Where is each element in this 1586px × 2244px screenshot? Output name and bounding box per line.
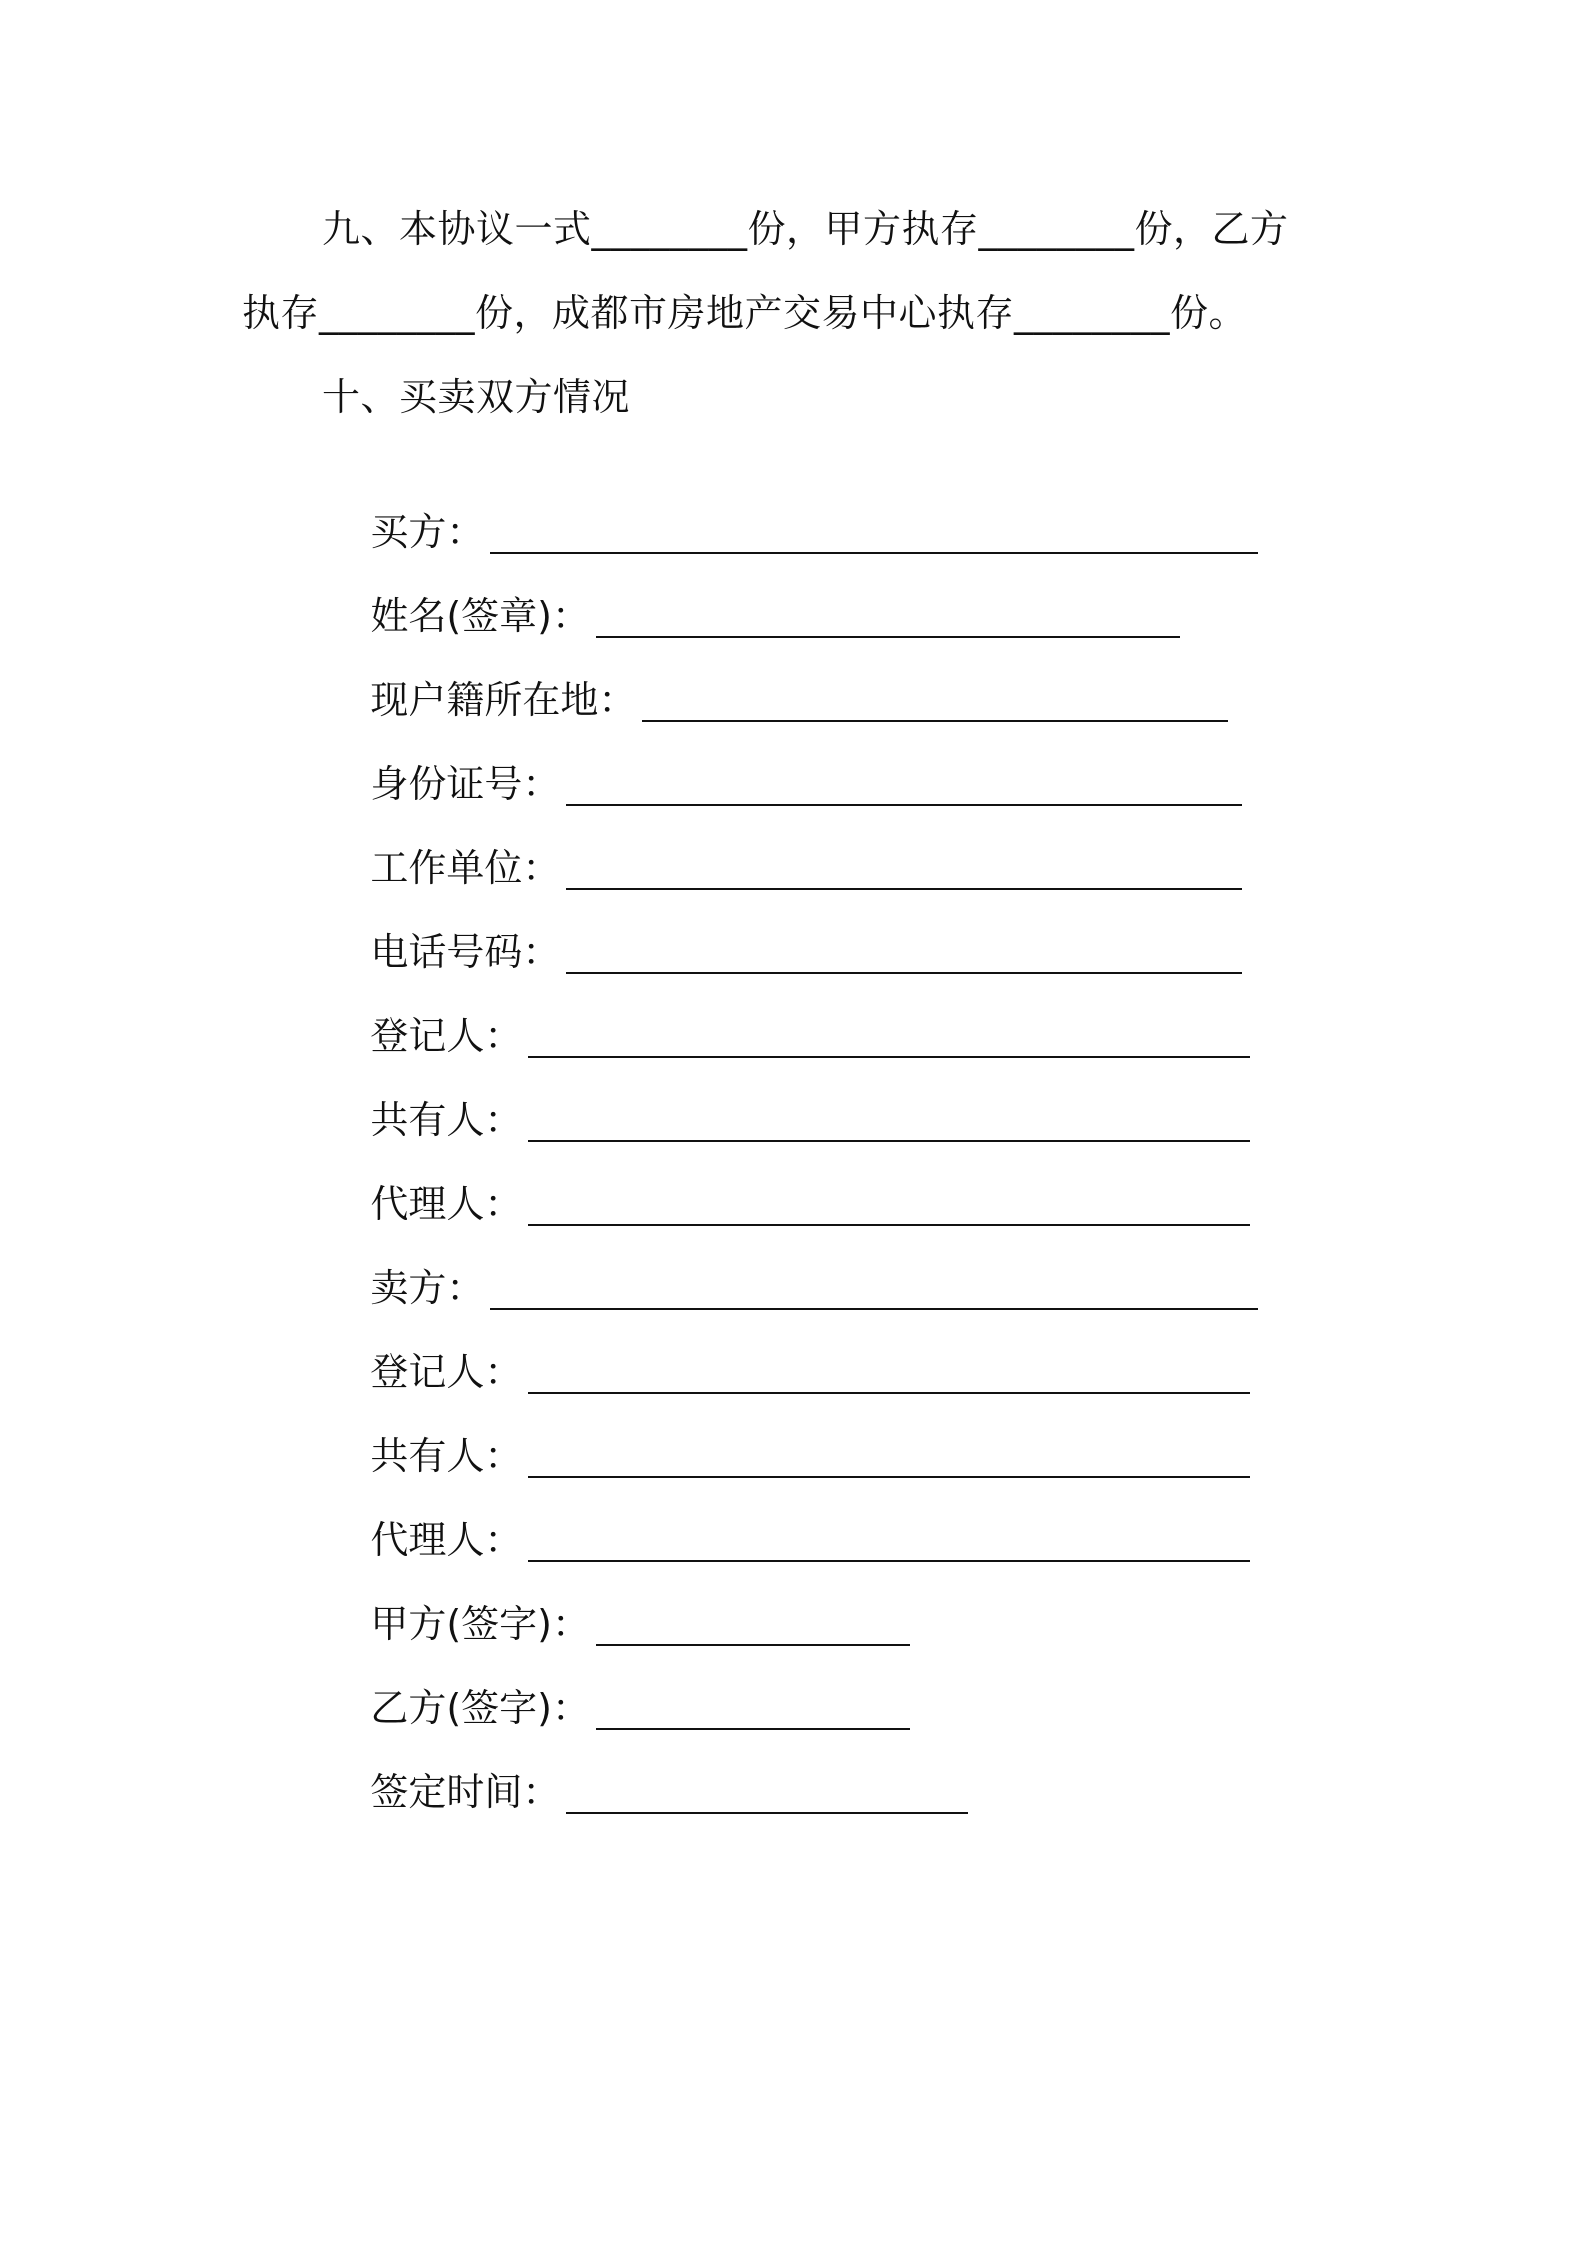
household-address-field (322, 628, 1228, 722)
name-seal-field (322, 544, 1180, 638)
party-a-sign-label: 甲方(签字)： (370, 1602, 590, 1646)
seller-field (322, 1216, 1258, 1310)
buyer-field (322, 460, 1258, 554)
signing-date-label: 签定时间： (370, 1770, 561, 1814)
agent-field (322, 1132, 1250, 1226)
seller-co-owner-label: 共有人： (370, 1434, 523, 1478)
phone-field (322, 880, 1242, 974)
seller-registrant-field (322, 1300, 1250, 1394)
co-owner-field (322, 1048, 1250, 1142)
signing-date-blank[interactable] (566, 1768, 968, 1814)
clause-9-line-2: 执存________份，成都市房地产交易中心执存________份。 (242, 291, 1248, 335)
phone-label: 电话号码： (370, 930, 561, 974)
seller-co-owner-field (322, 1384, 1250, 1478)
seller-label: 卖方： (370, 1266, 485, 1310)
party-a-sign-field (322, 1552, 910, 1646)
employer-label: 工作单位： (370, 846, 561, 890)
name-seal-label: 姓名(签章)： (370, 594, 590, 638)
id-number-field (322, 712, 1242, 806)
seller-registrant-label: 登记人： (370, 1350, 523, 1394)
clause-9-line-1: 九、本协议一式________份，甲方执存________份，乙方 (322, 207, 1289, 251)
seller-agent-label: 代理人： (370, 1518, 523, 1562)
signing-date-field (322, 1720, 968, 1814)
buyer-label: 买方： (370, 510, 485, 554)
agent-label: 代理人： (370, 1182, 523, 1226)
seller-agent-field (322, 1468, 1250, 1562)
household-address-label: 现户籍所在地： (370, 678, 637, 722)
id-number-label: 身份证号： (370, 762, 561, 806)
co-owner-label: 共有人： (370, 1098, 523, 1142)
clause-10-heading: 十、买卖双方情况 (322, 375, 631, 419)
party-b-sign-label: 乙方(签字)： (370, 1686, 590, 1730)
employer-field (322, 796, 1242, 890)
registrant-label: 登记人： (370, 1014, 523, 1058)
party-b-sign-field (322, 1636, 910, 1730)
registrant-field (322, 964, 1250, 1058)
